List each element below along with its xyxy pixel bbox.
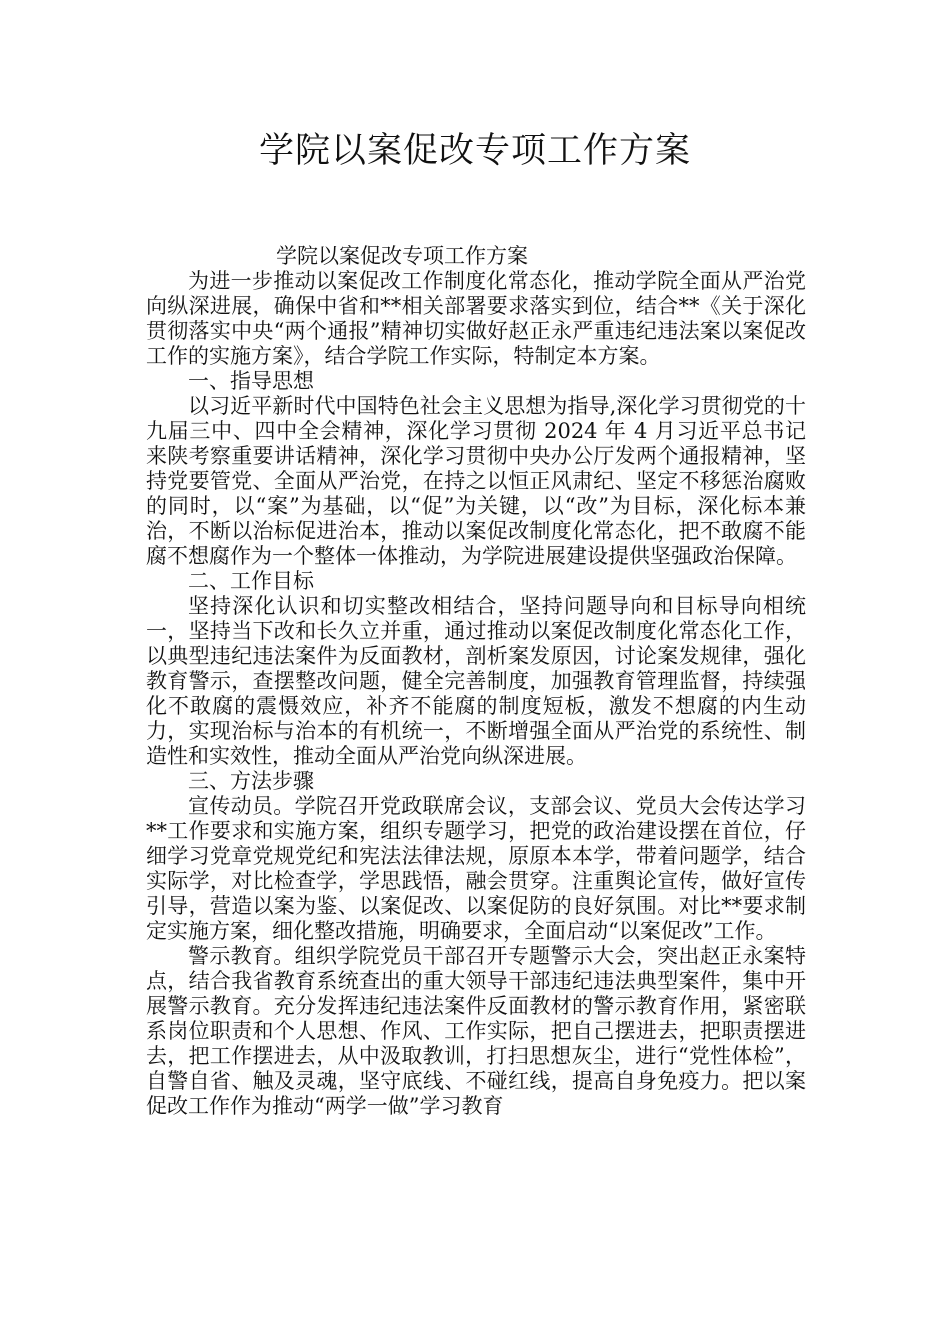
- document-title: 学院以案促改专项工作方案: [258, 131, 691, 171]
- document-body: [146, 244, 806, 1119]
- work-goals-paragraph: 坚持深化认识和切实整改相结合，坚持问题导向和目标导向相统一，坚持当下改和长久立并重，通过推动以案促改制度化常态化工作，以典型违纪违法案件为反面教材，剖析案发原因，讨论案发规律，强化教育警示，查摆整改问题，健全完善制度，加强教育管理监督，持续强化不敢腐的震慑效应，补齐不能腐的制度短板，激发不想腐的内生动力，实现治标与治本的有机统一，不断增强全面从严治党的系统性、制造性和实效性，推动全面从严治党向纵深进展。: [146, 594, 806, 768]
- section-heading-method-steps: 三、方法步骤: [188, 769, 314, 793]
- intro-paragraph: 为进一步推动以案促改工作制度化常态化，推动学院全面从严治党向纵深进展，确保中省和**相关部署要求落实到位，结合**《关于深化贯彻落实中央“两个通报”精神切实做好赵正永严重违纪违法案以案促改工作的实施方案》，结合学院工作实际，特制定本方案。: [146, 269, 806, 368]
- section-heading-guiding-ideology: 一、指导思想: [188, 369, 314, 393]
- section-heading-work-goals: 二、工作目标: [188, 569, 314, 593]
- guiding-ideology-paragraph: 以习近平新时代中国特色社会主义思想为指导,深化学习贯彻党的十九届三中、四中全会精神，深化学习贯彻 2024 年 4 月习近平总书记来陕考察重要讲话精神，深化学习贯彻中央办公厅发两个通报精神，坚持党要管党、全面从严治党，在持之以恒正风肃纪、坚定不移惩治腐败的同时，以“案”为基础，以“促”为关键，以“改”为目标，深化标本兼治，不断以治标促进治本，推动以案促改制度化常态化，把不敢腐不能腐不想腐作为一个整体一体推动，为学院进展建设提供坚强政治保障。: [146, 394, 806, 568]
- warning-education-paragraph: 警示教育。组织学院党员干部召开专题警示大会，突出赵正永案特点，结合我省教育系统查出的重大领导干部违纪违法典型案件，集中开展警示教育。充分发挥违纪违法案件反面教材的警示教育作用，紧密联系岗位职责和个人思想、作风、工作实际，把自己摆进去，把职责摆进去，把工作摆进去，从中汲取教训，打扫思想灰尘，进行“党性体检”，自警自省、触及灵魂，坚守底线、不碰红线，提高自身免疫力。把以案促改工作作为推动“两学一做”学习教育: [146, 944, 806, 1118]
- publicity-mobilization-paragraph: 宣传动员。学院召开党政联席会议，支部会议、党员大会传达学习**工作要求和实施方案，组织专题学习，把党的政治建设摆在首位，仔细学习党章党规党纪和宪法法律法规，原原本本学，带着问题学，结合实际学，对比检查学，学思践悟，融会贯穿。注重舆论宣传，做好宣传引导，营造以案为鉴、以案促改、以案促防的良好氛围。对比**要求制定实施方案，细化整改措施，明确要求，全面启动“以案促改”工作。: [146, 794, 806, 943]
- inner-title: 学院以案促改专项工作方案: [276, 244, 528, 268]
